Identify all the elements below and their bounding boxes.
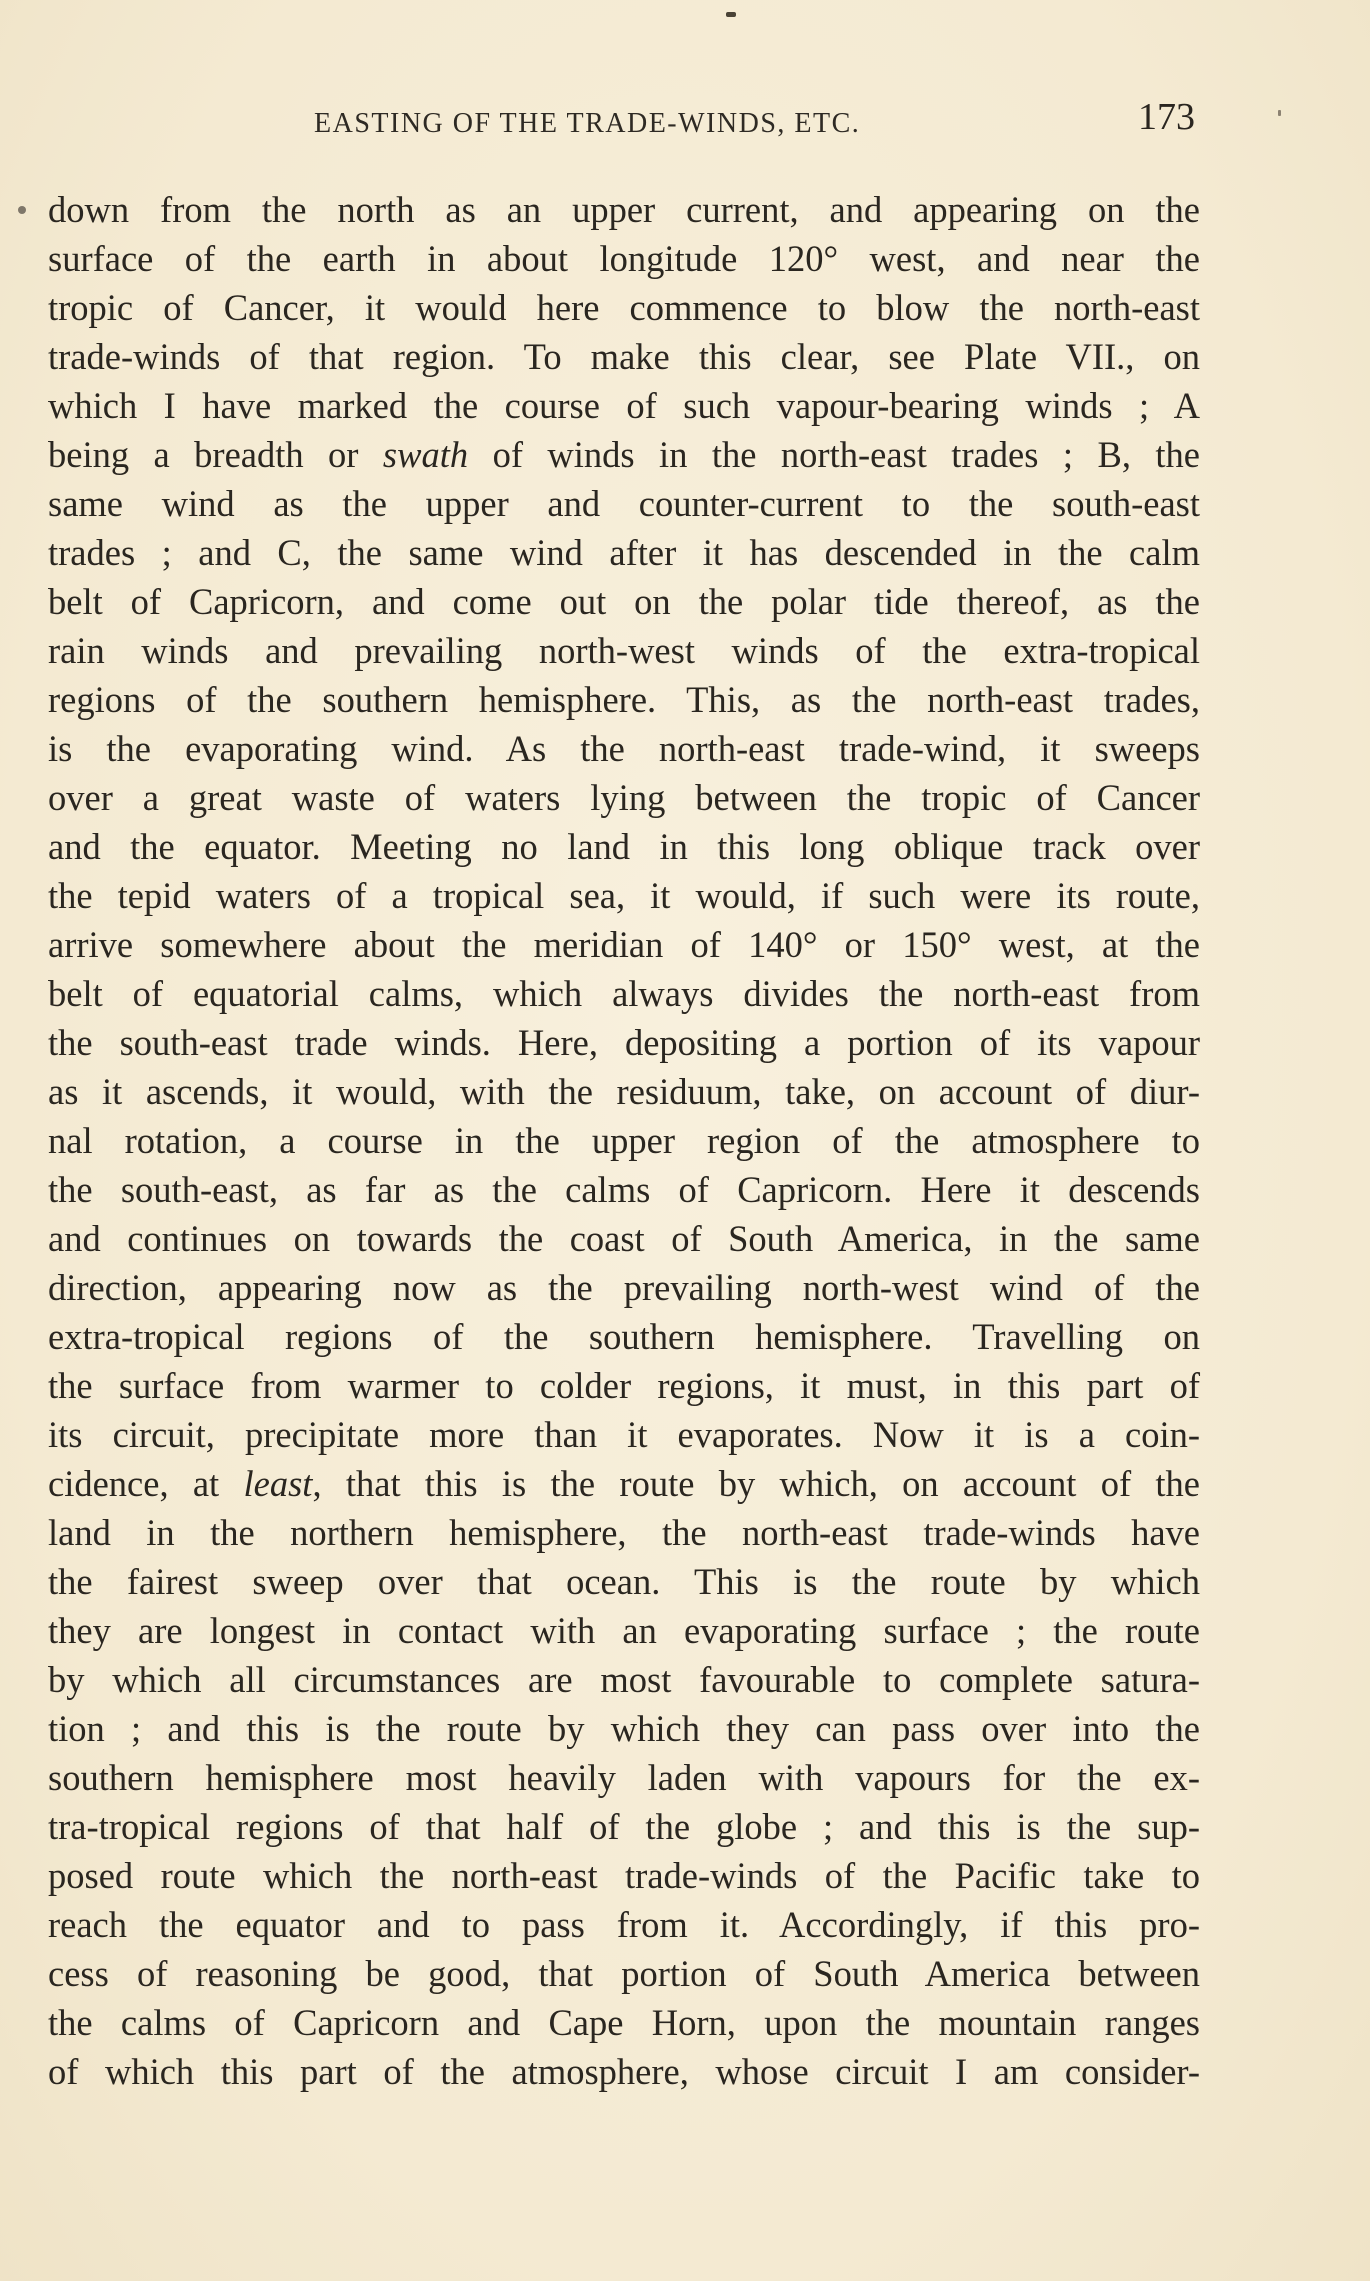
ink-mark: [726, 12, 736, 17]
text-line: tropic of Cancer, it would here commence to blow the north-east: [48, 287, 1200, 328]
text-line: trades ; and C, the same wind after it has descended in the calm: [48, 532, 1200, 573]
text-line-segment: , that this is the route by which, on account of the: [312, 1463, 1200, 1504]
text-line: cess of reasoning be good, that portion of South America between: [48, 1953, 1200, 1994]
text-line: posed route which the north-east trade-winds of the Pacific take to: [48, 1855, 1200, 1896]
text-line: of which this part of the atmosphere, whose circuit I am consider-: [48, 2051, 1200, 2092]
text-line: is the evaporating wind. As the north-east trade-wind, it sweeps: [48, 728, 1200, 769]
running-title: EASTING OF THE TRADE-WINDS, ETC.: [314, 108, 861, 139]
text-line: the south-east trade winds. Here, depositing a portion of its vapour: [48, 1022, 1200, 1063]
text-line: as it ascends, it would, with the residuum, take, on account of diur-: [48, 1071, 1200, 1112]
text-line-segment: being a breadth or: [48, 434, 383, 475]
text-line: direction, appearing now as the prevailing north-west wind of the: [48, 1267, 1200, 1308]
text-line: the surface from warmer to colder regions, it must, in this part of: [48, 1365, 1200, 1406]
text-line: extra-tropical regions of the southern hemisphere. Travelling on: [48, 1316, 1200, 1357]
text-line: tion ; and this is the route by which they can pass over into the: [48, 1708, 1200, 1749]
text-line: and the equator. Meeting no land in this long oblique track over: [48, 826, 1200, 867]
margin-dot: [18, 206, 26, 214]
text-line: the fairest sweep over that ocean. This is the route by which: [48, 1561, 1200, 1602]
text-line: and continues on towards the coast of South America, in the same: [48, 1218, 1200, 1259]
text-line: they are longest in contact with an evaporating surface ; the route: [48, 1610, 1200, 1651]
text-line: the calms of Capricorn and Cape Horn, upon the mountain ranges: [48, 2002, 1200, 2043]
text-line: arrive somewhere about the meridian of 140° or 150° west, at the: [48, 924, 1200, 965]
text-line: belt of equatorial calms, which always divides the north-east from: [48, 973, 1200, 1014]
text-line: the south-east, as far as the calms of Capricorn. Here it descends: [48, 1169, 1200, 1210]
text-line: tra-tropical regions of that half of the globe ; and this is the sup-: [48, 1806, 1200, 1847]
text-line: rain winds and prevailing north-west winds of the extra-tropical: [48, 630, 1200, 671]
text-line: [48, 1459, 1200, 1509]
text-line: [48, 430, 1200, 480]
italic-term: swath: [382, 434, 469, 475]
text-line: the tepid waters of a tropical sea, it would, if such were its route,: [48, 875, 1200, 916]
page-number: 173: [1138, 96, 1195, 138]
text-line: over a great waste of waters lying between the tropic of Cancer: [48, 777, 1200, 818]
text-line: surface of the earth in about longitude 120° west, and near the: [48, 238, 1200, 279]
text-line: which I have marked the course of such vapour-bearing winds ; A: [48, 385, 1200, 426]
ink-mark: [1278, 110, 1281, 116]
text-line: southern hemisphere most heavily laden with vapours for the ex-: [48, 1757, 1200, 1798]
text-line-segment: cidence, at: [48, 1463, 244, 1504]
text-line-segment: of winds in the north-east trades ; B, the: [468, 434, 1200, 475]
text-line: down from the north as an upper current, and appearing on the: [48, 189, 1200, 230]
text-line: land in the northern hemisphere, the north-east trade-winds have: [48, 1512, 1200, 1553]
text-line: regions of the southern hemisphere. This, as the north-east trades,: [48, 679, 1200, 720]
text-line: nal rotation, a course in the upper region of the atmosphere to: [48, 1120, 1200, 1161]
text-line: reach the equator and to pass from it. Accordingly, if this pro-: [48, 1904, 1200, 1945]
text-line: belt of Capricorn, and come out on the polar tide thereof, as the: [48, 581, 1200, 622]
text-line: by which all circumstances are most favourable to complete satura-: [48, 1659, 1200, 1700]
text-line: trade-winds of that region. To make this clear, see Plate VII., on: [48, 336, 1200, 377]
text-line: same wind as the upper and counter-current to the south-east: [48, 483, 1200, 524]
text-line: its circuit, precipitate more than it evaporates. Now it is a coin-: [48, 1414, 1200, 1455]
italic-term: least: [243, 1463, 313, 1504]
